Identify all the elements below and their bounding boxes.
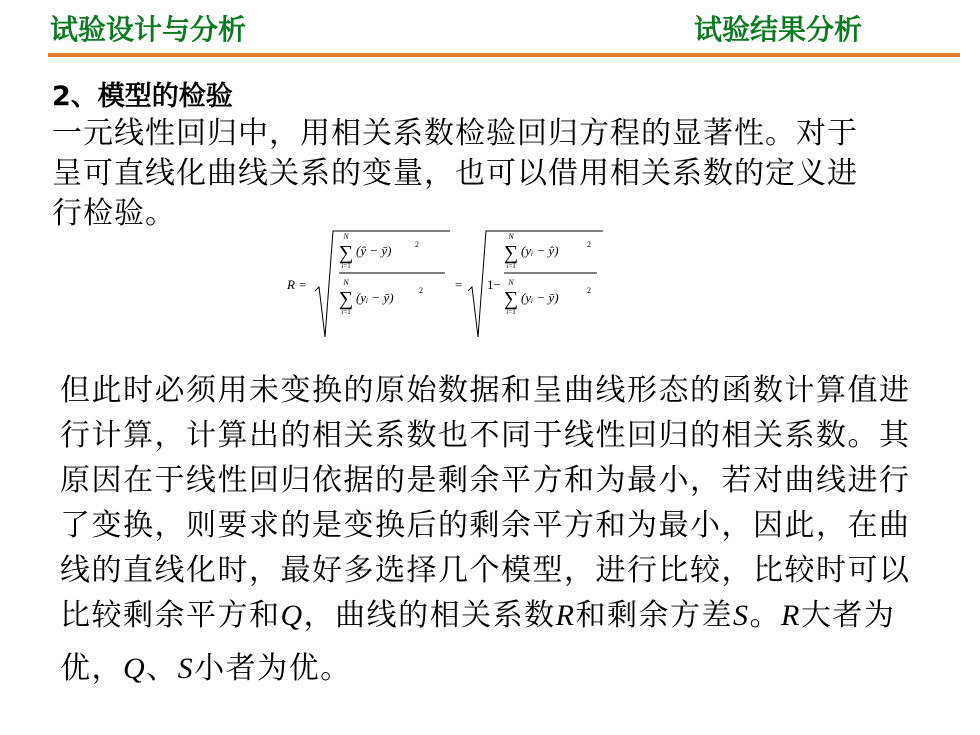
sum-sign-4: ∑ xyxy=(503,288,519,310)
sum-lower-4: i=1 xyxy=(506,308,516,316)
intro-line: 一元线性回归中，用相关系数检验回归方程的显著性。对于 xyxy=(52,116,858,151)
formula-lhs: R xyxy=(287,277,295,292)
sum-upper-3: N xyxy=(508,232,514,241)
body-line: 行计算，计算出的相关系数也不同于线性回归的相关系数。其 xyxy=(60,418,911,453)
sum-upper-1: N xyxy=(343,232,349,241)
exp-num-1: 2 xyxy=(415,240,419,249)
sum-sign-3: ∑ xyxy=(503,242,519,264)
body-line xyxy=(60,646,950,691)
body-line: 线的直线化时，最好多选择几个模型，进行比较，比较时可以 xyxy=(60,553,911,588)
body-line: 原因在于线性回归依据的是剩余平方和为最小，若对曲线进行 xyxy=(60,463,911,498)
sum-sign-1: ∑ xyxy=(338,242,354,264)
text-fragment: 和剩余方差 xyxy=(575,598,733,633)
one-minus: 1− xyxy=(487,277,501,292)
var-q: Q xyxy=(280,599,304,632)
var-s: S xyxy=(733,599,750,632)
formula-eq: = xyxy=(299,277,307,292)
intro-paragraph xyxy=(52,114,932,234)
body-line: 但此时必须用未变换的原始数据和呈曲线形态的函数计算值进 xyxy=(60,373,911,408)
text-fragment: 比较剩余平方和 xyxy=(60,598,281,633)
text-fragment: 小者为优。 xyxy=(194,651,352,686)
section-title: 2、模型的检验 xyxy=(52,81,233,112)
sum-lower-3: i=1 xyxy=(506,262,516,270)
var-s-2: S xyxy=(177,652,195,685)
numerator-2: (yᵢ − ŷ) xyxy=(521,243,559,258)
sum-lower-1: i=1 xyxy=(341,262,351,270)
denominator-1: (yᵢ − ȳ) xyxy=(356,290,394,305)
var-r-2: R xyxy=(781,599,801,632)
exp-den-1: 2 xyxy=(419,286,423,295)
correlation-formula xyxy=(285,225,605,345)
chapter-title: 试验结果分析 xyxy=(693,13,862,46)
var-r: R xyxy=(555,599,576,632)
exp-num-2: 2 xyxy=(587,240,591,249)
text-fragment: ，曲线的相关系数 xyxy=(303,598,556,633)
sum-upper-2: N xyxy=(343,278,349,287)
denominator-2: (yᵢ − ȳ) xyxy=(521,290,559,305)
sum-sign-2: ∑ xyxy=(338,288,354,310)
text-fragment: 。 xyxy=(749,598,781,633)
text-fragment: 优， xyxy=(60,651,123,686)
body-line xyxy=(60,593,950,638)
sum-lower-2: i=1 xyxy=(341,308,351,316)
formula-eq-2: = xyxy=(455,277,463,292)
text-fragment: 、 xyxy=(146,651,178,686)
body-line: 了变换，则要求的是变换后的剩余平方和为最小，因此，在曲 xyxy=(60,508,911,543)
text-fragment: 大者为 xyxy=(800,598,896,633)
body-paragraph xyxy=(60,368,950,691)
header-divider xyxy=(48,53,960,57)
intro-line: 行检验。 xyxy=(52,196,176,231)
exp-den-2: 2 xyxy=(587,286,591,295)
course-title: 试验设计与分析 xyxy=(50,13,247,46)
intro-line: 呈可直线化曲线关系的变量，也可以借用相关系数的定义进 xyxy=(52,156,858,191)
sum-upper-4: N xyxy=(508,278,514,287)
numerator-1: (ŷ − ȳ) xyxy=(356,243,392,258)
var-q-2: Q xyxy=(123,652,147,685)
